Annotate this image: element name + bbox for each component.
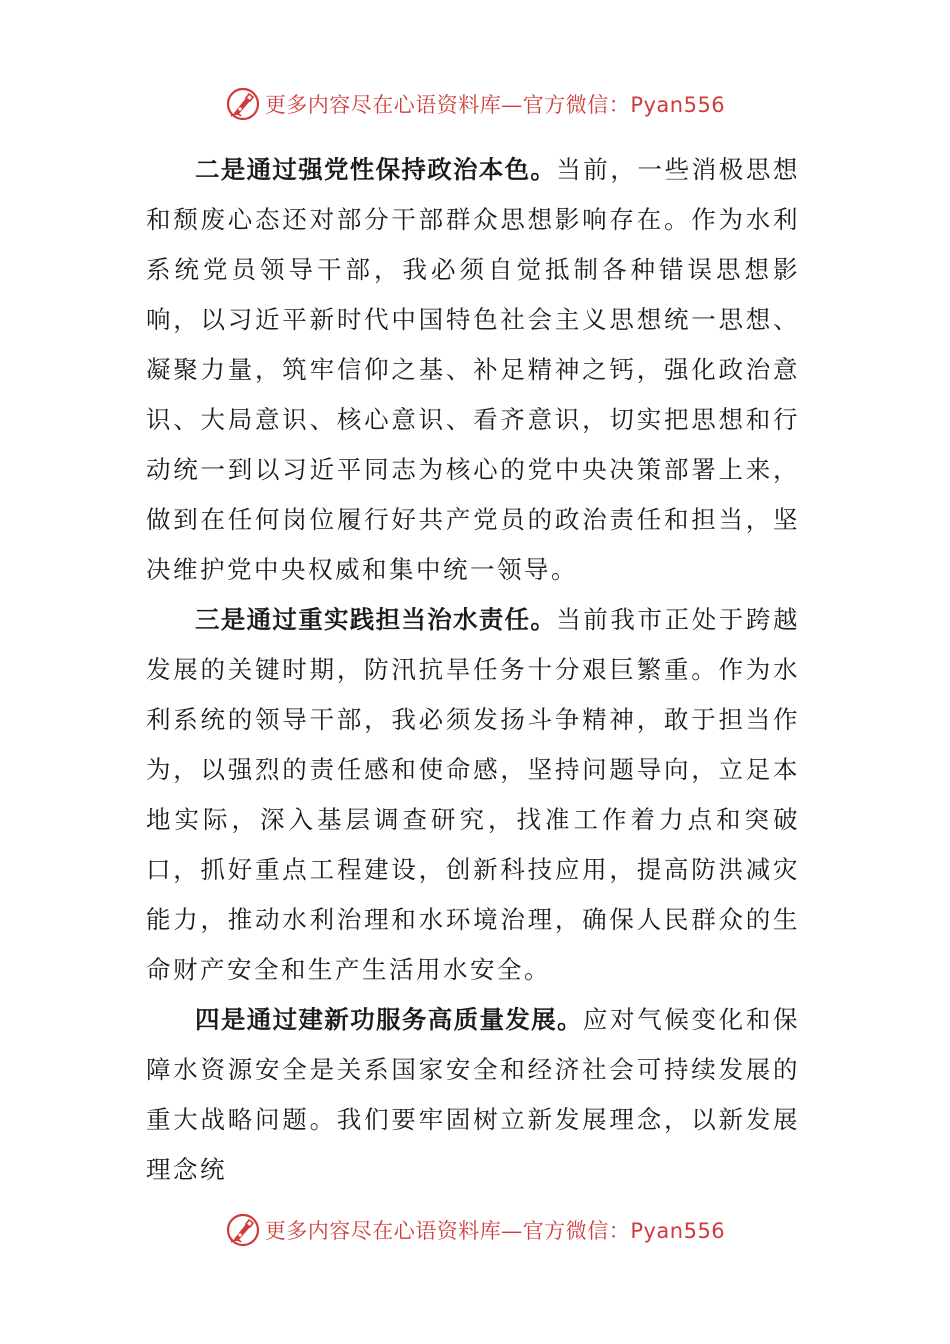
document-body <box>146 145 800 1195</box>
paragraph-lead: 二是通过强党性保持政治本色。 <box>195 155 557 184</box>
banner-text: 更多内容尽在心语资料库—官方微信：Pyan556 <box>264 1219 726 1243</box>
wechat-id: Pyan556 <box>630 93 726 117</box>
paragraph-text: 应对气候变化和保障水资源安全是关系国家安全和经济社会可持续发展的重大战略问题。我们要牢固树立新发展理念，以新发展理念统 <box>146 1005 801 1184</box>
paragraph-2 <box>146 145 800 595</box>
pen-nib-logo-icon <box>225 86 261 122</box>
header-banner <box>0 84 950 124</box>
paragraph-text: 当前我市正处于跨越发展的关键时期，防汛抗旱任务十分艰巨繁重。作为水利系统的领导干部，我必须发扬斗争精神，敢于担当作为，以强烈的责任感和使命感，坚持问题导向，立足本地实际，深入基层调查研究，找准工作着力点和突破口，抓好重点工程建设，创新科技应用，提高防洪减灾能力，推动水利治理和水环境治理，确保人民群众的生命财产安全和生产生活用水安全。 <box>146 605 800 984</box>
paragraph-lead: 三是通过重实践担当治水责任。 <box>195 605 557 634</box>
pen-nib-logo-icon <box>225 1212 261 1248</box>
paragraph-4 <box>146 995 800 1195</box>
paragraph-3 <box>146 595 800 995</box>
banner-text: 更多内容尽在心语资料库—官方微信：Pyan556 <box>264 93 726 117</box>
footer-banner <box>0 1210 950 1250</box>
wechat-id: Pyan556 <box>630 1219 726 1243</box>
paragraph-lead: 四是通过建新功服务高质量发展。 <box>195 1005 583 1034</box>
paragraph-text: 当前，一些消极思想和颓废心态还对部分干部群众思想影响存在。作为水利系统党员领导干部，我必须自觉抵制各种错误思想影响，以习近平新时代中国特色社会主义思想统一思想、凝聚力量，筑牢信仰之基、补足精神之钙，强化政治意识、大局意识、核心意识、看齐意识，切实把思想和行动统一到以习近平同志为核心的党中央决策部署上来，做到在任何岗位履行好共产党员的政治责任和担当，坚决维护党中央权威和集中统一领导。 <box>146 155 800 584</box>
